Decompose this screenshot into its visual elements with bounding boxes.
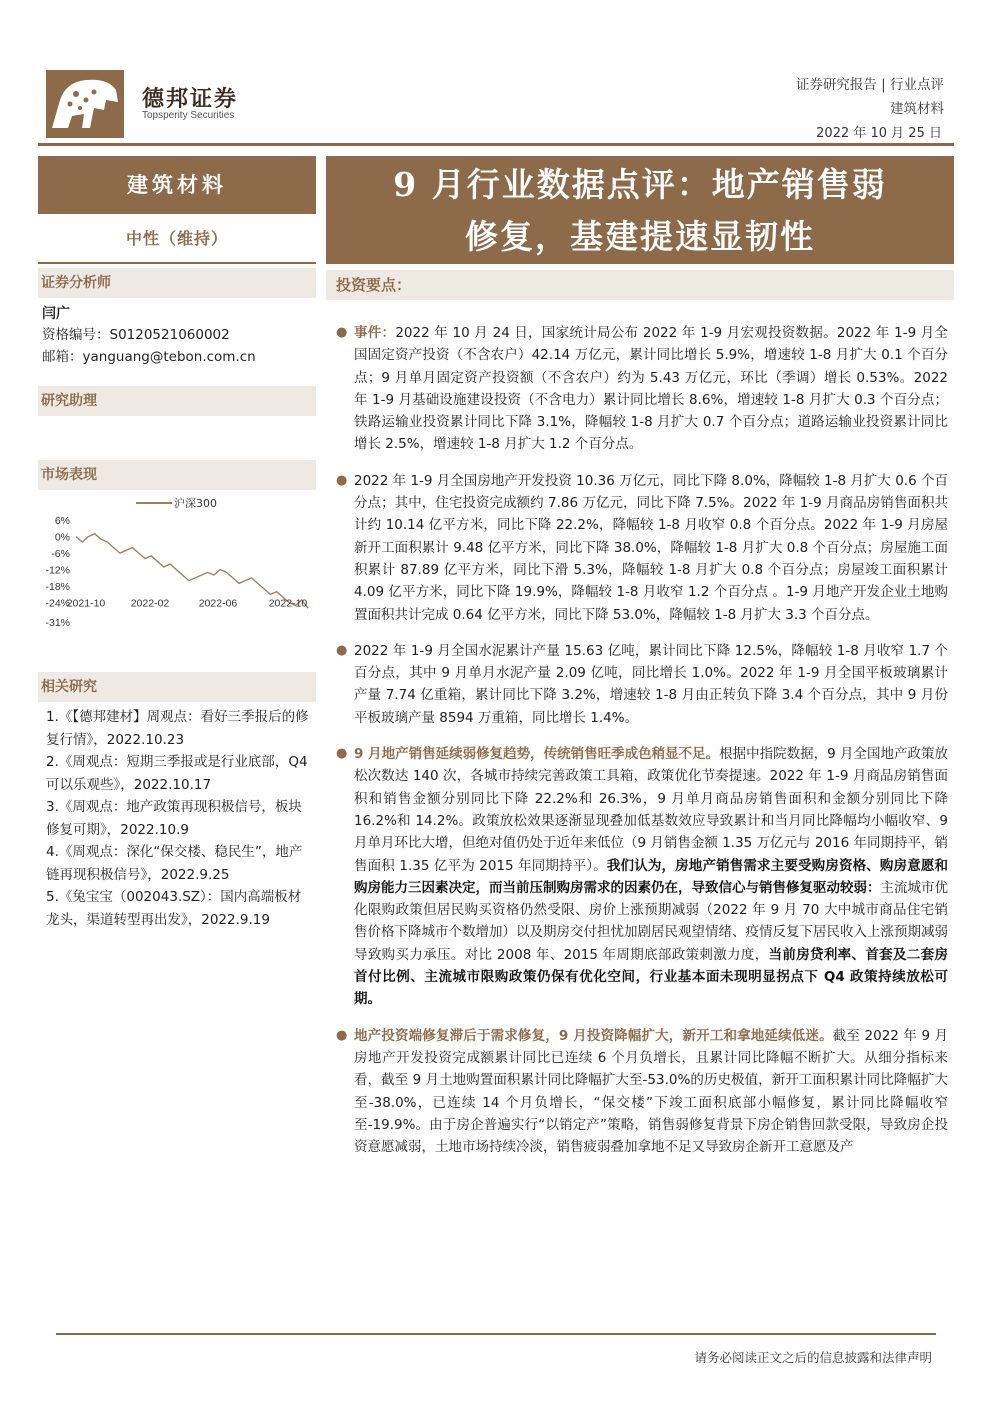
analyst-section-heading: 证券分析师 xyxy=(38,268,316,298)
investment-label: 地产投资端修复滞后于需求修复，9 月投资降幅扩大，新开工和拿地延续低迷。 xyxy=(354,1027,833,1044)
rating-label: 中性（维持） xyxy=(125,229,228,248)
y-tick-label: -12% xyxy=(45,564,70,577)
header-divider xyxy=(38,143,954,146)
bullet-icon: ● xyxy=(336,325,348,340)
paragraph-cement-glass xyxy=(336,640,948,729)
paragraph-investment xyxy=(336,1025,948,1159)
related-item[interactable]: 3.《周观点：地产政策再现积极信号，板块修复可期》，2022.10.9 xyxy=(46,799,302,838)
bullet-icon: ● xyxy=(336,472,348,488)
x-tick-label: 2022-10 xyxy=(268,597,308,610)
report-title-line2: 修复，基建提速显韧性 xyxy=(465,217,815,256)
report-type-line1: 证券研究报告 | 行业点评 xyxy=(795,77,944,93)
report-title-line1: 9 月行业数据点评：地产销售弱 xyxy=(393,165,887,204)
y-tick-label: 0% xyxy=(54,531,70,544)
x-tick-label: 2022-02 xyxy=(130,597,170,610)
investment-text: 截至 2022 年 9 月房地产开发投资完成额累计同比已连续 6 个月负增长，且累计同比降幅不断扩大。从细分指标来看，截至 9 月土地购置面积累计同比降幅扩大至-53.0%的历史极值，新开工面积累计同比降幅扩大至-38.0%，已连续 14 个月负增长，“保交楼”下竣工面积底部小幅修复，累计同比降幅收窄至-19.9%。由于房企普遍实行“以销定产”策略，销售弱修复背景下房企销售回款受限，导致房企投资意愿减弱，土地市场持续冷淡，销售疲弱叠加拿地不足又导致房企新开工意愿及产 xyxy=(354,1027,948,1156)
investment-highlights-heading: 投资要点： xyxy=(326,270,954,300)
report-body xyxy=(336,322,948,1172)
report-type xyxy=(796,73,944,121)
sales-text-c: 主流城市优化限购政策但居民购买资格仍然受限、房价上涨预期减弱（2022 年 9 月 70 大中城市商品住宅销售价格下降城市个数增加）以及期房交付担忧加剧居民观望情绪、疫情反复下居民收入上涨预期减弱导致购买力承压。对比 2008 年、2015 年周期底部政策刺激力度， xyxy=(354,879,948,963)
y-tick-label: 6% xyxy=(54,515,70,527)
bullet-icon: ● xyxy=(336,746,348,762)
x-tick-label: 2022-06 xyxy=(198,597,238,610)
report-type-line2: 建筑材料 xyxy=(890,101,944,117)
related-research-list xyxy=(46,706,312,931)
sales-text-b: 我们认为，房地产销售需求主要受购房资格、购房意愿和购房能力三因素决定，而当前压制购房需求的因素仍在，导致信心与销售修复驱动较弱： xyxy=(354,857,948,896)
paragraph-sales xyxy=(336,743,948,1011)
related-item[interactable]: 4.《周观点：深化“保交楼、稳民生”，地产链再现积极信号》，2022.9.25 xyxy=(46,844,303,883)
sales-text-d: 当前房贷利率、首套及二套房首付比例、主流城市限购政策仍保有优化空间，行业基本面未现明显拐点下 Q4 政策持续放松可期。 xyxy=(354,946,949,1008)
leopard-logo-icon xyxy=(46,70,124,138)
market-chart-svg xyxy=(38,494,316,630)
y-tick-label: -6% xyxy=(51,548,70,561)
event-text: 2022 年 10 月 24 日，国家统计局公布 2022 年 1-9 月宏观投资数据。2022 年 1-9 月全国固定资产投资（不含农户）42.14 万亿元，累计同比增长 5.9%，增速较 1-8 月扩大 0.1 个百分点；9 月单月固定资产投资额（不含农户）约为 5.43 万亿元，环比（季调）增长 0.53%。2022 年 1-9 月基础设施建设投资（不含电力）累计同比增长 8.6%，增速较 1-8 月扩大 0.3 个百分点；铁路运输业投资累计同比下降 3.1%，降幅较 1-8 月扩大 0.7 个百分点；道路运输业投资累计同比增长 2.5%，增速较 1-8 月扩大 1.2 个百分点。 xyxy=(354,325,948,453)
report-date: 2022 年 10 月 25 日 xyxy=(816,126,942,141)
paragraph-real-estate xyxy=(336,470,948,626)
bullet-icon: ● xyxy=(336,642,348,658)
assistant-section-heading: 研究助理 xyxy=(38,386,316,416)
related-item[interactable]: 1.《【德邦建材】周观点：看好三季报后的修复行情》，2022.10.23 xyxy=(46,709,309,748)
sales-label: 9 月地产销售延续弱修复趋势，传统销售旺季成色稍显不足。 xyxy=(354,746,720,763)
y-tick-label: -18% xyxy=(45,581,70,594)
footer-disclaimer: 请务必阅读正文之后的信息披露和法律声明 xyxy=(694,1350,932,1365)
real-estate-text: 2022 年 1-9 月全国房地产开发投资 10.36 万亿元，同比下降 8.0%，降幅较 1-8 月扩大 0.6 个百分点；其中，住宅投资完成额约 7.86 万亿元，同比下降 7.5%。2022 年 1-9 月商品房销售面积共计约 10.14 亿平方米，同比下降 22.2%，降幅较 1-8 月收窄 0.8 个百分点。2022 年 1-9 月房屋新开工面积累计 9.48 亿平方米，同比下降 38.0%，降幅较 1-8 月扩大 0.8 个百分点；房屋施工面积累计 87.89 亿平方米，同比下滑 5.3%，降幅较 1-8 月扩大 0.8 个百分点；房屋竣工面积累计 4.09 亿平方米，同比下降 19.9%，降幅较 1-8 月收窄 1.2 个百分点 。1-9 月地产开发企业土地购置面积共计完成 0.64 亿平方米，同比下降 53.0%，降幅较 1-8 月扩大 3.3 个百分点。 xyxy=(354,472,948,623)
market-section-heading: 市场表现 xyxy=(38,460,316,490)
report-title xyxy=(326,156,954,264)
market-chart xyxy=(38,494,316,630)
paragraph-event xyxy=(336,322,948,456)
analyst-email[interactable]: 邮箱：yanguang@tebon.com.cn xyxy=(42,349,256,365)
y-tick-label: -31% xyxy=(45,617,70,629)
footer-divider xyxy=(56,1333,936,1335)
sales-text-a: 根据中指院数据，9 月全国地产政策放松次数达 140 次，各城市持续完善政策工具箱，政策优化节奏提速。2022 年 1-9 月商品房销售面积和销售金额分别同比下降 22.2%和 26.3%，9 月单月商品房销售面积和金额分别同比下降 16.2%和 14.2%。政策放松效果逐渐显现叠加低基数效应导致累计和当月同比降幅均小幅收窄、9 月单月环比大增，但绝对值仍处于近年来低位（9 月销售金额 1.35 万亿元与 2016 年同期持平，销售面积 1.35 亿平为 2015 年同期持平）。 xyxy=(354,746,948,874)
legend-label: 沪深300 xyxy=(174,497,217,510)
logo-cn-text: 德邦证券 xyxy=(142,87,239,112)
analyst-cert: 资格编号：S0120521060002 xyxy=(42,327,230,343)
left-divider xyxy=(38,262,316,264)
logo-en-text: Topsperity Securities xyxy=(142,110,235,121)
related-section-heading: 相关研究 xyxy=(38,672,316,702)
related-item[interactable]: 5.《兔宝宝（002043.SZ）：国内高端板材龙头，渠道转型再出发》，2022.9.19 xyxy=(46,889,302,928)
x-tick-label: 2021-10 xyxy=(66,597,106,610)
event-label: 事件： xyxy=(354,325,396,341)
related-item[interactable]: 2.《周观点：短期三季报或是行业底部，Q4 可以乐观些》，2022.10.17 xyxy=(46,754,308,793)
sector-label: 建筑材料 xyxy=(38,156,316,214)
y-tick-label: -24% xyxy=(45,597,70,610)
bullet-icon: ● xyxy=(336,1027,348,1043)
cement-glass-text: 2022 年 1-9 月全国水泥累计产量 15.63 亿吨，累计同比下降 12.5%，降幅较 1-8 月收窄 1.7 个百分点，其中 9 月单月水泥产量 2.09 亿吨，同比增长 1.0%。2022 年 1-9 月全国平板玻璃累计产量 7.74 亿重箱，累计同比下降 3.2%，增速较 1-8 月由正转负下降 3.4 个百分点，其中 9 月份平板玻璃产量 8594 万重箱，同比增长 1.4%。 xyxy=(354,642,948,726)
company-logo xyxy=(46,70,256,140)
analyst-name: 闫广 xyxy=(42,306,70,322)
